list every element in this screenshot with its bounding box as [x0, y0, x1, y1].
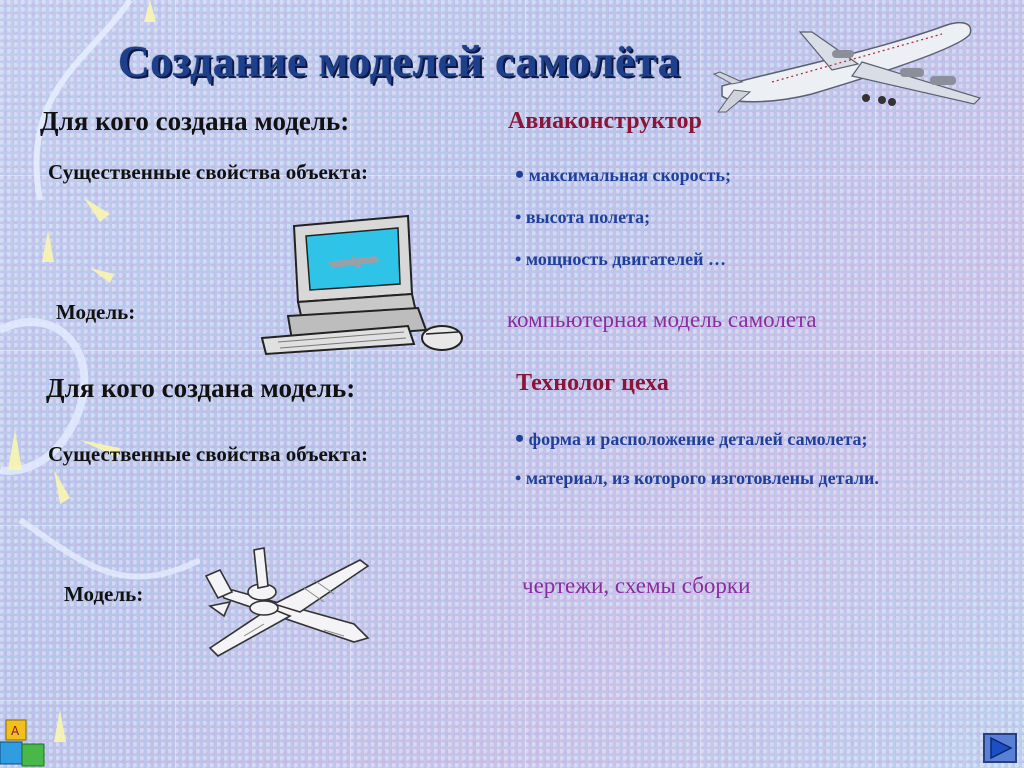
props-label-1: Существенные свойства объекта:	[48, 160, 368, 184]
fighter-jet-icon	[204, 546, 374, 662]
svg-text:A: A	[11, 724, 20, 738]
for-whom-label-2: Для кого создана модель:	[46, 373, 356, 403]
props-label-2: Существенные свойства объекта:	[48, 442, 368, 466]
list-item: • форма и расположение деталей самолета;	[515, 424, 868, 453]
model-label-2: Модель:	[64, 582, 144, 606]
for-whom-label-1: Для кого создана модель:	[40, 106, 350, 136]
airliner-icon	[712, 12, 997, 124]
list-item: • высота полета;	[515, 207, 651, 227]
page-title: Создание моделей самолёта	[118, 37, 681, 86]
list-item: • мощность двигателей …	[515, 249, 726, 269]
list-item: • максимальная скорость;	[515, 160, 732, 189]
for-whom-value-1: Авиаконструктор	[508, 108, 702, 134]
props-list-2	[515, 424, 915, 493]
toy-blocks-icon	[0, 718, 46, 768]
next-slide-button[interactable]	[983, 733, 1017, 763]
props-list-1	[515, 160, 731, 274]
next-arrow-icon	[985, 735, 1015, 761]
computer-icon	[258, 212, 470, 358]
model-label-1: Модель:	[56, 300, 136, 324]
for-whom-value-2: Технолог цеха	[516, 370, 669, 396]
model-value-2: чертежи, схемы сборки	[522, 573, 751, 598]
list-item: • материал, из которого изготовлены детали.	[515, 468, 879, 488]
model-value-1: компьютерная модель самолета	[507, 307, 817, 332]
